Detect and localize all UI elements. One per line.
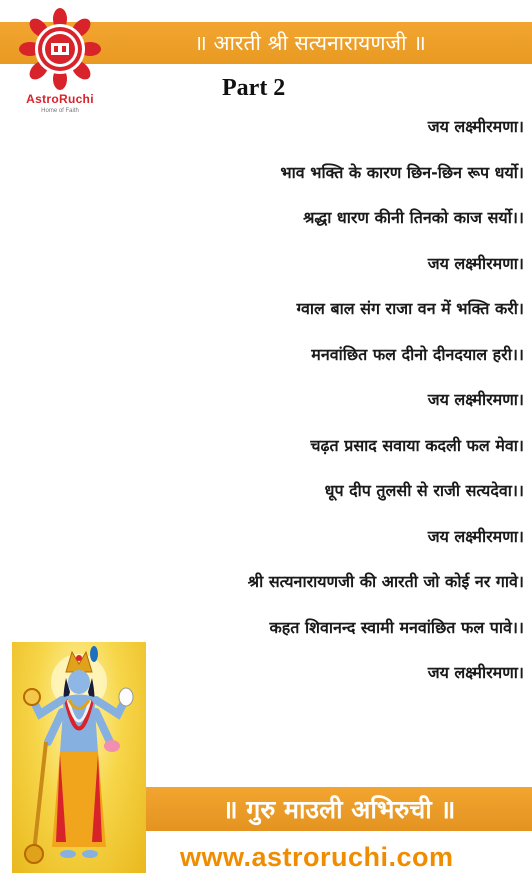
brand-name: AstroRuchi [26,92,94,106]
website-link[interactable]: www.astroruchi.com [180,842,454,872]
verse-line: भाव भक्ति के कारण छिन-छिन रूप धर्यो। [280,162,524,182]
verse-line: धूप दीप तुलसी से राजी सत्यदेवा।। [324,481,524,500]
verse-line: ग्वाल बाल संग राजा वन में भक्ति करी। [296,299,524,318]
verse-line: मनवांछित फल दीनो दीनदयाल हरी।। [311,344,524,364]
deity-illustration [12,642,146,873]
verse-line: जय लक्ष्मीरमणा। [427,663,524,682]
verse-line: जय लक्ष्मीरमणा। [427,390,524,409]
part-label: Part 2 [222,75,286,101]
verse-line: चढ़त प्रसाद सवाया कदली फल मेवा। [310,435,524,455]
verse-line: जय लक्ष्मीरमणा। [427,526,524,546]
page-title: ॥ आरती श्री सत्यनारायणजी ॥ [194,31,426,55]
verse-line: जय लक्ष्मीरमणा। [427,253,524,273]
brand-logo[interactable] [14,8,96,118]
verse-line: जय लक्ष्मीरमणा। [427,117,524,136]
verse-line: कहत शिवानन्द स्वामी मनवांछित फल पावे।। [269,617,524,637]
footer-title: ॥ गुरु माउली अभिरुची ॥ [222,795,456,824]
verse-line: श्री सत्यनारायणजी की आरती जो कोई नर गावे। [247,572,524,591]
astroruchi-mandala-logo-icon [19,8,101,90]
footer-bar [146,787,532,831]
brand-tagline: Home of Faith [41,108,79,114]
vishnu-figure-icon [12,642,146,873]
aarti-verses [14,114,524,706]
verse-line: श्रद्धा धारण कीनी तिनको काज सर्यो।। [303,208,524,227]
